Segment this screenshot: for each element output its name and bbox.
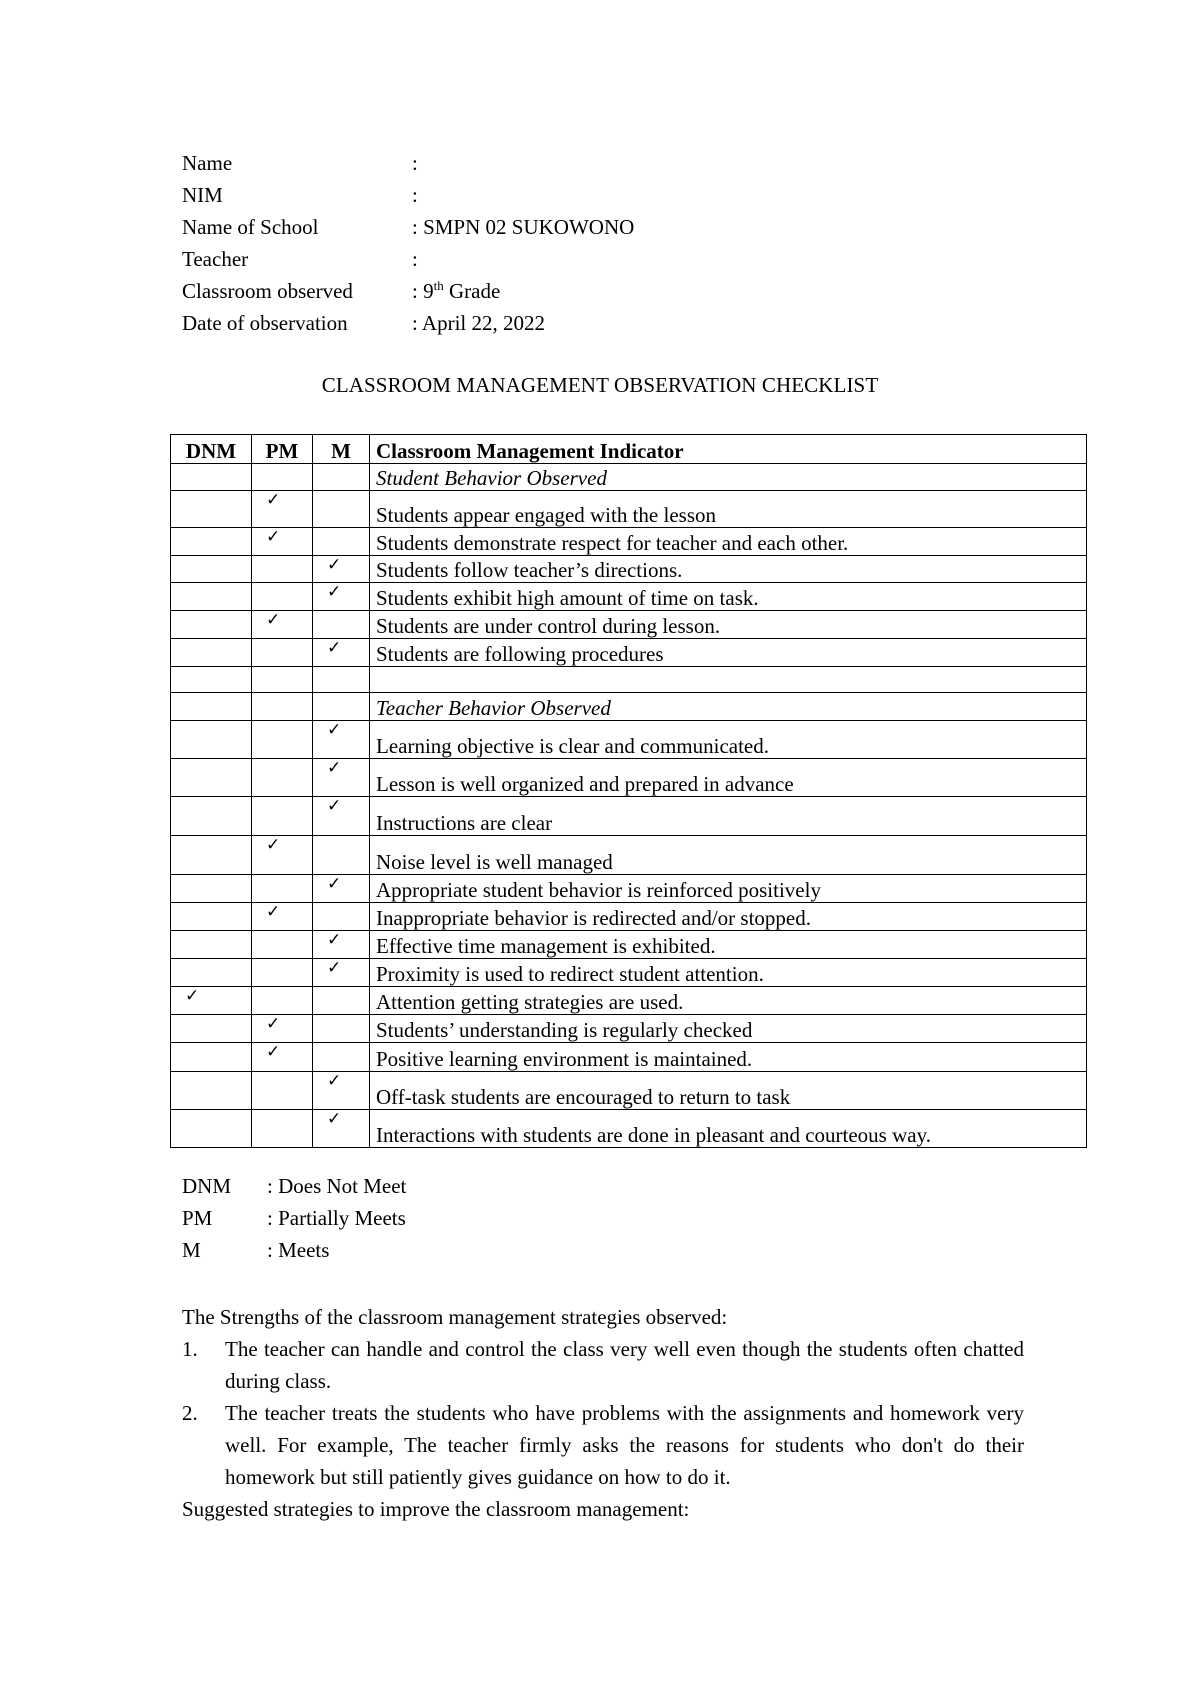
rating-cell-pm [252, 836, 313, 875]
table-row [171, 1015, 1087, 1043]
header-m: M [313, 435, 370, 464]
section-title: Teacher Behavior Observed [370, 693, 1087, 721]
rating-cell-m [313, 987, 370, 1015]
table-row [171, 836, 1087, 875]
checkmark-icon: ✓ [266, 610, 281, 630]
rating-cell-m [313, 693, 370, 721]
rating-cell-pm [252, 491, 313, 528]
info-value [412, 275, 500, 307]
rating-cell-pm [252, 611, 313, 639]
rating-cell-pm [252, 1043, 313, 1072]
rating-cell-pm [252, 931, 313, 959]
grade-prefix: : 9 [412, 279, 434, 303]
rating-cell-m [313, 528, 370, 556]
rating-cell-m [313, 836, 370, 875]
indicator-text: Instructions are clear [370, 797, 1087, 836]
rating-cell-m [313, 797, 370, 836]
legend-abbr: DNM [182, 1174, 232, 1198]
table-body [171, 464, 1087, 1148]
rating-cell-m [313, 464, 370, 491]
strengths-heading: The Strengths of the classroom management strategies observed: [182, 1305, 728, 1329]
rating-cell-dnm [171, 583, 252, 611]
info-row-date [182, 307, 634, 339]
rating-cell-pm [252, 759, 313, 797]
checkmark-icon: ✓ [327, 958, 342, 978]
table-row [171, 797, 1087, 836]
rating-cell-m [313, 931, 370, 959]
rating-cell-dnm [171, 639, 252, 667]
rating-cell-dnm [171, 836, 252, 875]
rating-cell-m [313, 491, 370, 528]
indicator-text: Lesson is well organized and prepared in advance [370, 759, 1087, 797]
checkmark-icon: ✓ [327, 796, 342, 816]
checkmark-icon: ✓ [327, 720, 342, 740]
legend-desc: : Partially Meets [267, 1206, 406, 1230]
table-row [171, 1072, 1087, 1110]
observation-info [182, 147, 634, 339]
checkmark-icon: ✓ [266, 490, 281, 510]
table-row [171, 611, 1087, 639]
rating-cell-dnm [171, 721, 252, 759]
rating-cell-m [313, 875, 370, 903]
checkmark-icon: ✓ [266, 902, 281, 922]
table-row [171, 931, 1087, 959]
rating-cell-dnm [171, 491, 252, 528]
rating-cell-m [313, 1072, 370, 1110]
rating-cell-pm [252, 903, 313, 931]
info-label: Teacher [182, 247, 249, 271]
rating-cell-m [313, 959, 370, 987]
table-row [171, 1043, 1087, 1072]
legend-abbr: PM [182, 1206, 213, 1230]
rating-cell-dnm [171, 464, 252, 491]
rating-cell-pm [252, 693, 313, 721]
rating-cell-m [313, 1015, 370, 1043]
indicator-text: Interactions with students are done in pleasant and courteous way. [370, 1110, 1087, 1148]
rating-cell-m [313, 721, 370, 759]
list-text: The teacher can handle and control the class very well even though the students often chatted during class. [225, 1337, 1024, 1393]
rating-cell-pm [252, 721, 313, 759]
rating-cell-dnm [171, 556, 252, 583]
rating-cell-dnm [171, 959, 252, 987]
rating-cell-dnm [171, 903, 252, 931]
info-value: : SMPN 02 SUKOWONO [412, 215, 635, 239]
rating-cell-dnm [171, 1110, 252, 1148]
list-number: 1. [182, 1337, 198, 1361]
rating-cell-m [313, 1110, 370, 1148]
rating-cell-dnm [171, 759, 252, 797]
legend-abbr: M [182, 1238, 201, 1262]
rating-cell-pm [252, 583, 313, 611]
rating-cell-pm [252, 1015, 313, 1043]
observation-checklist-table [170, 434, 1087, 1148]
table-row [171, 759, 1087, 797]
legend-desc: : Meets [267, 1238, 330, 1262]
checkmark-icon: ✓ [327, 1071, 342, 1091]
list-item [182, 1397, 1024, 1493]
table-row [171, 556, 1087, 583]
indicator-text: Appropriate student behavior is reinforced positively [370, 875, 1087, 903]
rating-cell-dnm [171, 1015, 252, 1043]
legend-item [182, 1202, 406, 1234]
indicator-text: Students’ understanding is regularly checked [370, 1015, 1087, 1043]
rating-cell-dnm [171, 667, 252, 693]
section-row [171, 693, 1087, 721]
indicator-text: Students exhibit high amount of time on task. [370, 583, 1087, 611]
rating-cell-dnm [171, 611, 252, 639]
info-row-school [182, 211, 634, 243]
checkmark-icon: ✓ [185, 986, 200, 1006]
legend-item [182, 1170, 406, 1202]
indicator-text: Inappropriate behavior is redirected and/or stopped. [370, 903, 1087, 931]
rating-cell-m [313, 583, 370, 611]
info-value: : [412, 247, 418, 271]
rating-cell-m [313, 611, 370, 639]
info-value: : [412, 183, 418, 207]
info-row-name [182, 147, 634, 179]
indicator-text: Positive learning environment is maintained. [370, 1043, 1087, 1072]
rating-cell-pm [252, 1110, 313, 1148]
checkmark-icon: ✓ [327, 638, 342, 658]
rating-cell-dnm [171, 528, 252, 556]
indicator-text: Proximity is used to redirect student attention. [370, 959, 1087, 987]
rating-cell-m [313, 1043, 370, 1072]
info-row-classroom [182, 275, 634, 307]
info-value: : [412, 151, 418, 175]
checkmark-icon: ✓ [266, 1014, 281, 1034]
rating-cell-m [313, 556, 370, 583]
indicator-text: Students are following procedures [370, 639, 1087, 667]
table-row [171, 903, 1087, 931]
rating-cell-pm [252, 667, 313, 693]
legend-item [182, 1234, 406, 1266]
checkmark-icon: ✓ [266, 527, 281, 547]
header-pm: PM [252, 435, 313, 464]
rating-cell-pm [252, 464, 313, 491]
indicator-text: Off-task students are encouraged to return to task [370, 1072, 1087, 1110]
table-row [171, 528, 1087, 556]
rating-cell-dnm [171, 1072, 252, 1110]
rating-cell-pm [252, 959, 313, 987]
section-title: Student Behavior Observed [370, 464, 1087, 491]
rating-cell-pm [252, 556, 313, 583]
header-dnm: DNM [171, 435, 252, 464]
checkmark-icon: ✓ [266, 1042, 281, 1062]
rating-cell-pm [252, 875, 313, 903]
info-row-nim [182, 179, 634, 211]
indicator-text: Students follow teacher’s directions. [370, 556, 1087, 583]
indicator-text: Students are under control during lesson. [370, 611, 1087, 639]
checklist-title: CLASSROOM MANAGEMENT OBSERVATION CHECKLIST [321, 373, 879, 397]
strengths-list [182, 1333, 1024, 1493]
rating-cell-dnm [171, 875, 252, 903]
grade-suffix: Grade [443, 279, 501, 303]
header-indicator: Classroom Management Indicator [370, 435, 1087, 464]
rating-cell-pm [252, 797, 313, 836]
table-row [171, 639, 1087, 667]
checkmark-icon: ✓ [327, 758, 342, 778]
legend-desc: : Does Not Meet [267, 1174, 407, 1198]
rating-cell-pm [252, 528, 313, 556]
indicator-text: Students demonstrate respect for teacher and each other. [370, 528, 1087, 556]
checkmark-icon: ✓ [327, 555, 342, 575]
rating-cell-dnm [171, 797, 252, 836]
grade-superscript: th [433, 278, 444, 293]
info-label: NIM [182, 183, 223, 207]
info-label: Name of School [182, 215, 319, 239]
info-value: : April 22, 2022 [412, 311, 546, 335]
table-row [171, 721, 1087, 759]
info-label: Classroom observed [182, 279, 353, 303]
indicator-text: Effective time management is exhibited. [370, 931, 1087, 959]
indicator-text: Attention getting strategies are used. [370, 987, 1087, 1015]
checkmark-icon: ✓ [266, 835, 281, 855]
list-item [182, 1333, 1024, 1397]
info-label: Date of observation [182, 311, 348, 335]
table-row [171, 491, 1087, 528]
rating-cell-m [313, 667, 370, 693]
checkmark-icon: ✓ [327, 1109, 342, 1129]
rating-cell-pm [252, 987, 313, 1015]
section-row [171, 464, 1087, 491]
strengths-section [182, 1301, 1024, 1525]
blank-row [171, 667, 1087, 693]
blank-cell [370, 667, 1087, 693]
rating-cell-dnm [171, 1043, 252, 1072]
table-row [171, 959, 1087, 987]
indicator-text: Noise level is well managed [370, 836, 1087, 875]
info-label: Name [182, 151, 233, 175]
rating-cell-pm [252, 1072, 313, 1110]
checkmark-icon: ✓ [327, 930, 342, 950]
rating-cell-dnm [171, 931, 252, 959]
info-row-teacher [182, 243, 634, 275]
list-text: The teacher treats the students who have problems with the assignments and homework very well. For example, The teacher firmly asks the reasons for students who don't do their homework but still patiently gives guidance on how to do it. [225, 1401, 1024, 1489]
checkmark-icon: ✓ [327, 874, 342, 894]
rating-cell-m [313, 759, 370, 797]
table-row [171, 583, 1087, 611]
rating-cell-pm [252, 639, 313, 667]
rating-cell-m [313, 903, 370, 931]
rating-cell-m [313, 639, 370, 667]
table-header-row [171, 435, 1087, 464]
indicator-text: Students appear engaged with the lesson [370, 491, 1087, 528]
indicator-text: Learning objective is clear and communicated. [370, 721, 1087, 759]
rating-cell-dnm [171, 987, 252, 1015]
list-number: 2. [182, 1401, 198, 1425]
table-row [171, 875, 1087, 903]
checkmark-icon: ✓ [327, 582, 342, 602]
suggestions-heading: Suggested strategies to improve the classroom management: [182, 1497, 690, 1521]
rating-cell-dnm [171, 693, 252, 721]
legend [182, 1170, 406, 1266]
table-row [171, 987, 1087, 1015]
table-row [171, 1110, 1087, 1148]
